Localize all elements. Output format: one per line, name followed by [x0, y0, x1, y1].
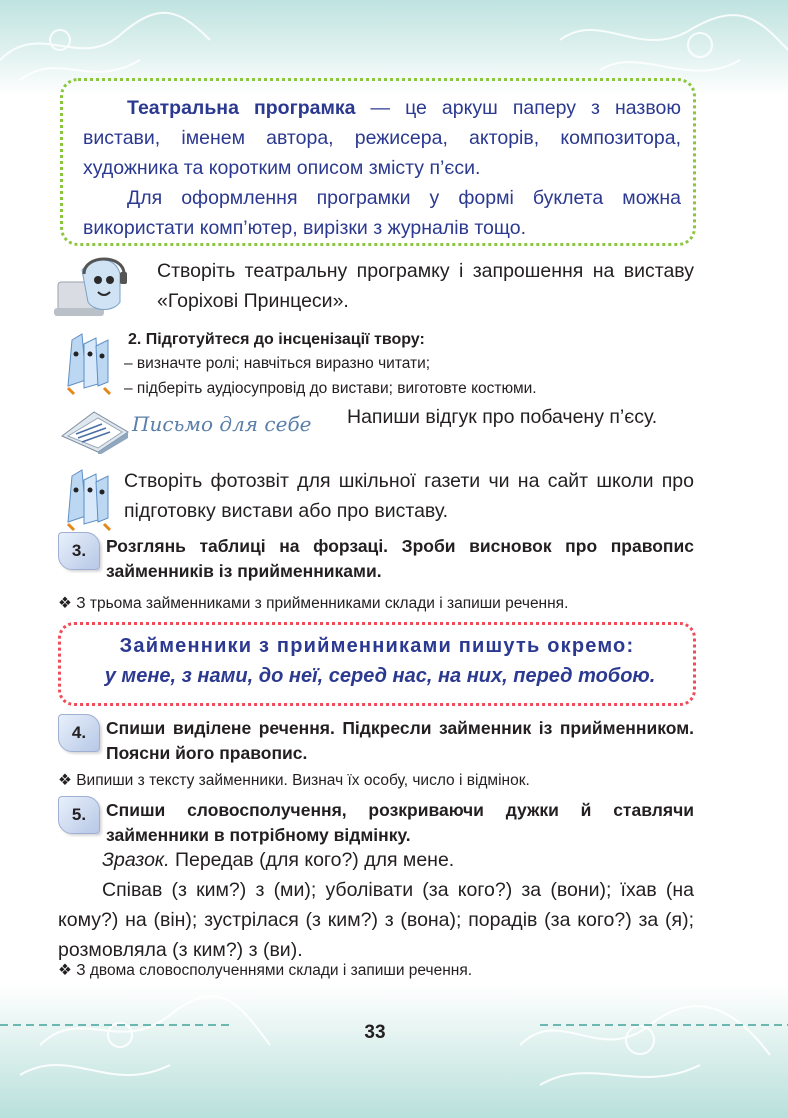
- letter-logo-text: Письмо для себе: [132, 412, 312, 436]
- task-4-text: Спиши виділене речення. Підкресли займенник із прийменником. Поясни його правопис.: [106, 718, 694, 763]
- exercise-text: [58, 875, 694, 965]
- task-3-badge: 3.: [58, 532, 100, 570]
- definition-box: [60, 78, 696, 246]
- group-task-line-2: – підберіть аудіосупровід до вистави; виготовте костюми.: [124, 380, 537, 397]
- task-4-subtask: ❖ Випиши з тексту займенники. Визнач їх особу, число і відмінок.: [58, 772, 530, 789]
- task-4-badge: 4.: [58, 714, 100, 752]
- computer-mascot-icon: [54, 252, 130, 322]
- group-task-title: 2. Підготуйтеся до інсценізації твору:: [128, 331, 425, 348]
- sample-text: Передав (для кого?) для мене.: [169, 849, 455, 871]
- page-number: 33: [364, 1022, 386, 1043]
- exercise-content: Співав (з ким?) з (ми); уболівати (за кого?) за (вони); їхав (на кому?) на (він); зустрілася (з ким?) з (вона); порадів (за кого?) за (я); розмовляла (з ким?) з (ви).: [58, 879, 694, 961]
- computer-task-text: Створіть театральну програмку і запрошення на виставу «Горіхові Принцеси».: [157, 260, 694, 312]
- letter-icon: [58, 406, 132, 454]
- sample-line: [58, 845, 694, 875]
- bottom-ornament-band: [0, 985, 788, 1118]
- sample-label: Зразок.: [102, 849, 170, 871]
- design-text: Для оформлення програмки у формі буклета можна використати комп’ютер, вирізки з журналів тощо.: [83, 187, 681, 239]
- rule-statement: Займенники з прийменниками пишуть окремо:: [119, 635, 635, 657]
- task-3-text: Розглянь таблиці на форзаці. Зроби висновок про правопис займенників із прийменниками.: [106, 536, 694, 581]
- letter-task-text: Напиши відгук про побачену п’єсу.: [347, 406, 658, 428]
- bottom-ornament-icon: [0, 985, 788, 1118]
- group-mascot-icon: [54, 330, 118, 396]
- rule-examples: у мене, з нами, до неї, серед нас, на них, перед тобою.: [104, 665, 656, 687]
- task-5-badge: 5.: [58, 796, 100, 834]
- task-5-text: Спиши словосполучення, розкриваючи дужки й ставлячи займенники в потрібному відмінку.: [106, 800, 694, 845]
- photo-report-task-text: Створіть фотозвіт для шкільної газети чи на сайт школи про підготовку вистави або про виставу.: [124, 470, 694, 522]
- definition-term: Театральна програмка: [127, 97, 356, 119]
- task-5-subtask: ❖ З двома словосполученнями склади і запиши речення.: [58, 962, 473, 979]
- group-mascot-icon: [54, 466, 118, 532]
- task-3-subtask: ❖ З трьома займенниками з прийменниками склади і запиши речення.: [58, 595, 569, 612]
- definition-text: — це аркуш паперу з назвою вистави, іменем автора, режисера, акторів, композитора, художника та коротким описом змісту п’єси.: [83, 97, 681, 179]
- definition-paragraph: [83, 93, 681, 183]
- rule-box: [58, 622, 696, 706]
- group-task-line-1: – визначте ролі; навчіться виразно читати;: [124, 355, 431, 372]
- design-paragraph: [83, 183, 681, 243]
